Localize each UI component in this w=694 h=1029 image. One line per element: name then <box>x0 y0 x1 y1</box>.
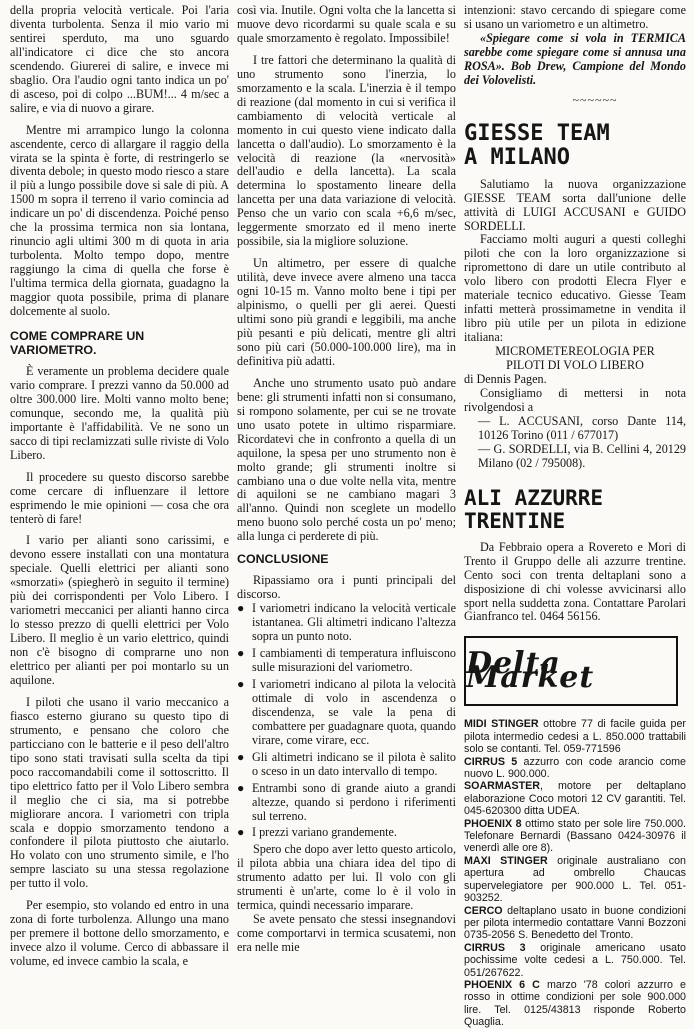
ad-name: CIRRUS 3 <box>464 941 526 954</box>
book-author: di Dennis Pagen. <box>464 372 547 387</box>
paragraph: I piloti che usano il vario meccanico a fiasco esterno giurano su questo tipo di strumento, e pensano che coloro che particciano con le batterie e il peso dell'altro tipo sono stati travisati sulla scelta da tipi poco raccomandabili come il sottoscritto. Il tipo elettrico fatto per il Volo Libero sembra il meglio che ci sia, ma si potrebbe migliorare ancora. I variometri con tripla scala e doppio smorzamento tendono a confondere il pilota piuttosto che aiutarlo. Ho volato con uno strumento simile, e l'ho sempre lasciato su una stessa regolazione per tutto il volo. <box>10 694 229 891</box>
classified-ad: PHOENIX 8 ottimo stato per sole lire 750.000. Telefonare Bernardi (Bassano 0424-30976 il venerdì alle ore 8). <box>464 817 686 855</box>
address-accusani: — L. ACCUSANI, corso Dante 114, 10126 Torino (011 / 677017) <box>478 413 686 442</box>
paragraph: Mentre mi arrampico lungo la colonna ascendente, cerco di allargare il raggio della virata se la spinta è forte, di restringerlo se diventa debole; in questo modo riesco a stare il più a lungo possibile dove si sale di più. A 1500 m sopra il terreno il vario comincia ad indicare un po' di discendenza. Poiché penso che la prossima termica non sia lontana, rinuncio agli ultimi 300 m di quota in aria turbolenta. Molto tempo dopo, mentre raggiungo la cima di quella che forse è l'ultima termica della giornata, guadagno la maggior quota possibile, prima di planare dolcemente al suolo. <box>10 122 229 319</box>
classified-ad: MAXI STINGER originale australiano con apertura ad ombrello Chaucas supervelegiatore per 900.000 L. Tel. 051-903252. <box>464 854 686 905</box>
delta-market-title: Delta Market <box>466 646 595 696</box>
paragraph: Per esempio, sto volando ed entro in una zona di forte turbolenza. Allungo una mano per premere il bottone dello smorzamento, e invece alzo il volume. Cerco di abbassare il volume, ed invece cambio la scala, e <box>10 898 229 969</box>
paragraph: Anche uno strumento usato può andare bene: gli strumenti infatti non si consumano, si rompono solamente, per cui se ne trovate uno usato potete in ultimo risparmiare. Ricordatevi che in confronto a quella di un aquilone, la spesa per uno strumento non è molto grande; gli strumenti inoltre si cambiano una o due volte nella vita, mentre di aquiloni se ne cambiano magari 3 all'anno. Quindi non sceglete un modello meno buono solo perché costa un po' meno; alla lunga ci perderete di più. <box>237 375 456 544</box>
paragraph: Il procedere su questo discorso sarebbe come cercare di influenzare il lettore esprimendo le mie opinioni — cosa che ora tenterò di fare! <box>10 469 229 526</box>
paragraph: Se avete pensato che stessi insegnandovi come comportarvi in termica scusatemi, non era nelle mie <box>237 912 456 955</box>
bullet-icon: ● <box>237 601 245 616</box>
list-item: ● I variometri indicano al pilota la velocità ottimale di volo in ascendenza o discendenza, se vale la pena di combattere per guadagnare quota, quando virare, come virare, ecc. <box>237 676 456 747</box>
bullet-icon: ● <box>237 780 245 795</box>
bullet-icon: ● <box>237 646 245 661</box>
list-item: ● I variometri indicano la velocità verticale istantanea. Gli altimetri indicano l'altezza sopra un punto noto. <box>237 601 456 644</box>
article-column-3 <box>464 3 687 1029</box>
paragraph: Facciamo molti auguri a questi colleghi piloti che con la loro organizzazione si ripromettono di dare un utile contributo al volo libero con prodotti Elecra Flyer e materiale tecnico educativo. Giesse Team infatti metterà prossimametne in vendita il libro più utile per un pilota in edizione italiana: <box>464 232 686 345</box>
address-sordelli: — G. SORDELLI, via B. Cellini 4, 20129 Milano (02 / 795008). <box>478 441 686 470</box>
pull-quote: «Spiegare come si vola in TERMICA sarebbe come spiegare come si annusa una ROSA». Bob Drew, Campione del Mondo dei Volovelisti. <box>464 30 686 87</box>
paragraph: Da Febbraio opera a Rovereto e Mori di Trento il Gruppo delle ali azzurre trentine. Cento soci con trenta deltaplani sono a disposizione di chi volesse avvicinarsi allo sport nella suddetta zona. Contattare Parolari Gianfranco tel. 0464 56156. <box>464 539 686 624</box>
article-column-1 <box>10 4 229 994</box>
ad-name: MAXI STINGER <box>464 854 548 867</box>
ad-name: MIDI STINGER <box>464 718 539 731</box>
classified-ad: CIRRUS 3 originale americano usato pochissime volte cedesi a L. 750.000. Tel. 051/267622. <box>464 941 686 979</box>
paragraph: così via. Inutile. Ogni volta che la lancetta si muove devo ricordarmi su quale scala e su quale smorzamento è regolato. Impossibile! <box>237 3 456 45</box>
section-heading-conclusione: CONCLUSIONE <box>237 552 329 567</box>
list-item: ● I prezzi variano grandemente. <box>237 825 397 840</box>
ad-name: PHOENIX 6 C <box>464 978 540 991</box>
classified-ads <box>464 718 686 1028</box>
list-item: ● I cambiamenti di temperatura influiscono sulle misurazioni del variometro. <box>237 646 456 674</box>
paragraph: Un altimetro, per essere di qualche utilità, deve invece avere almeno una tacca ogni 10-15 m. Vanno molto bene i tipi per alpinismo, o quelli per gli aerei. Questi ultimi sono più grandi e leggibili, ma anche più pesanti e più delicati, mentre gli altri sono più cari (50.000-100.000 lire), ma in definitiva più adatti. <box>237 256 456 368</box>
headline-giesse-team: GIESSE TEAM A MILANO <box>464 120 610 170</box>
classified-ad: CIRRUS 5 azzurro con code arancio come nuovo L. 900.000. <box>464 755 687 781</box>
section-heading-come-comprare: COME COMPRARE UN VARIOMETRO. <box>10 328 145 357</box>
ornament-divider: ~~~~~~ <box>572 92 618 107</box>
classified-ad: MIDI STINGER ottobre 77 di facile guida per pilota intermedio cedesi a L. 850.000 trattabili solo se contanti. Tel. 059-771596 <box>464 718 686 756</box>
headline-ali-azzurre: ALI AZZURRE TRENTINE <box>464 485 604 533</box>
bullet-icon: ● <box>237 825 245 840</box>
ad-name: CERCO <box>464 904 503 917</box>
ad-name: SOARMASTER <box>464 780 541 793</box>
delta-market-banner <box>464 636 678 706</box>
book-title-line: PILOTI DI VOLO LIBERO <box>506 358 644 373</box>
classified-ad: CERCO deltaplano usato in buone condizioni per pilota intermedio contattare Vanni Bozzoni 0735-2056 S. Benedetto del Tronto. <box>464 904 686 942</box>
ad-name: PHOENIX 8 <box>464 817 522 830</box>
list-item: ● Entrambi sono di grande aiuto a grandi altezze, quando si perdono i riferimenti sul terreno. <box>237 780 456 823</box>
classified-ad: PHOENIX 6 C marzo '78 colori azzurro e rosso in ottime condizioni per sole 900.000 lire. Tel. 0125/43813 risponde Roberto Quaglia. <box>464 978 686 1029</box>
classified-ad: SOARMASTER, motore per deltaplano elaborazione Coco motori 12 CV garantiti. Tel. 045-620300 ditta UDEA. <box>464 780 686 818</box>
paragraph: Spero che dopo aver letto questo articolo, il pilota abbia una chiara idea del tipo di strumento adatto per lui. Il volo con gli strumenti è un'arte, come lo è il volo in termica, quindi necessario imparare. <box>237 842 456 913</box>
bullet-icon: ● <box>237 676 245 691</box>
paragraph: Ripassiamo ora i punti principali del discorso. <box>237 573 456 602</box>
list-item: ● Gli altimetri indicano se il pilota è salito o sceso in un dato intervallo di tempo. <box>237 749 456 778</box>
ad-name: CIRRUS 5 <box>464 755 518 768</box>
bullet-icon: ● <box>237 749 245 764</box>
paragraph: Salutiamo la nuova organizzazione GIESSE TEAM sorta dall'unione delle attività di LUIGI ACCUSANI e GUIDO SORDELLI. <box>464 176 686 233</box>
paragraph: Consigliamo di mettersi in nota rivolgendosi a <box>464 385 686 414</box>
article-column-2 <box>237 4 456 994</box>
paragraph: della propria velocità verticale. Poi l'aria diventa turbolenta. Senza il mio vario mi sentirei sperduto, ma uno sguardo all'indicatore ci dice che sto ancora scendendo. Giurerei di salire, e invece mi sbaglio. Ora l'audio ogni tanto indica un po' di asceso, poi di colpo ...BUM!... 4 m/sec a salire, e via di nuovo a girare. <box>10 3 229 115</box>
book-title-line: MICROMETEREOLOGIA PER <box>495 344 655 359</box>
paragraph: I vario per alianti sono carissimi, e devono essere installati con una montatura speciale. Quelli elettrici per alianti sono «smorzati» (spiegherò in seguito il termine) più dei corrispondenti per Volo Libero. I variometri meccanici per alianti hanno circa lo stesso prezzo di quelli elettrici per Volo Libero. Il meglio è un vario elettrico, quindi non c'è bisogno di comprarne uno non elettrico per alianti per poi montarlo su un aquilone. <box>10 533 229 687</box>
paragraph: intenzioni: stavo cercando di spiegare come si usano un variometro e un altimetro. <box>464 3 686 31</box>
conclusion-list <box>237 602 456 840</box>
paragraph: È veramente un problema decidere quale vario comprare. I prezzi vanno da 50.000 ad oltre 300.000 lire. Molti vanno molto bene; comunque, secondo me, la qualità più importante è l'affidabilità. Ve ne sono un sacco di tipi reclamizzati sulle riviste di Volo Libero. <box>10 363 229 462</box>
paragraph: I tre fattori che determinano la qualità di uno strumento sono l'inerzia, lo smorzamento e la scala. L'inerzia è il tempo di reazione (dal momento in cui si verifica il cambiamento di velocità verticale al momento in cui questo viene indicato dalla lancetta o dall'audio). Lo smorzamento è la velocità di reazione (la «nervosità» dell'audio e della lancetta). La scala determina lo spostamento lineare della lancetta per una data variazione di velocità. Penso che un vario con scala +6,6 m/sec, leggermente smorzato ed il meno inerte possibile, sia la migliore soluzione. <box>237 52 456 249</box>
